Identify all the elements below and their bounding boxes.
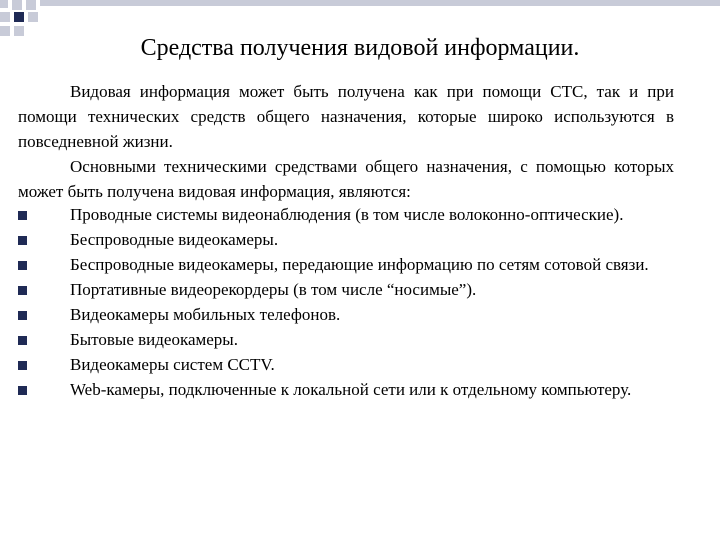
square-bullet-icon (18, 386, 27, 395)
slide-title: Средства получения видовой информации. (140, 35, 580, 61)
list-item (18, 279, 674, 301)
square-bullet-icon (18, 211, 27, 220)
list-item-text: Видеокамеры мобильных телефонов. (70, 305, 341, 324)
list-item-text: Портативные видеорекордеры (в том числе “носимые”). (70, 280, 477, 299)
list-item-text: Проводные системы видеонаблюдения (в том числе волоконно-оптические). (70, 205, 624, 224)
list-item-text: Беспроводные видеокамеры. (70, 230, 279, 249)
lead-paragraph: Основными техническими средствами общего назначения, с помощью которых может быть получена видовая информация, являются: (18, 157, 674, 201)
intro-paragraph: Видовая информация может быть получена как при помощи СТС, так и при помощи технических средств общего назначения, которые широко используются в повседневной жизни. (18, 82, 674, 151)
list-item (18, 354, 674, 376)
square-bullet-icon (18, 286, 27, 295)
square-bullet-icon (18, 336, 27, 345)
list-item (18, 229, 674, 251)
square-bullet-icon (18, 236, 27, 245)
square-bullet-icon (18, 311, 27, 320)
list-item-text: Бытовые видеокамеры. (70, 330, 238, 349)
square-bullet-icon (18, 261, 27, 270)
list-item (18, 254, 674, 276)
list-item (18, 304, 674, 326)
bullet-list (18, 204, 674, 401)
list-item-text: Видеокамеры систем CCTV. (70, 355, 275, 374)
list-item (18, 379, 674, 401)
square-bullet-icon (18, 361, 27, 370)
list-item (18, 329, 674, 351)
list-item (18, 204, 674, 226)
list-item-text: Web-камеры, подключенные к локальной сети или к отдельному компьютеру. (70, 380, 632, 399)
list-item-text: Беспроводные видеокамеры, передающие информацию по сетям сотовой связи. (70, 255, 649, 274)
slide-content (18, 79, 674, 404)
